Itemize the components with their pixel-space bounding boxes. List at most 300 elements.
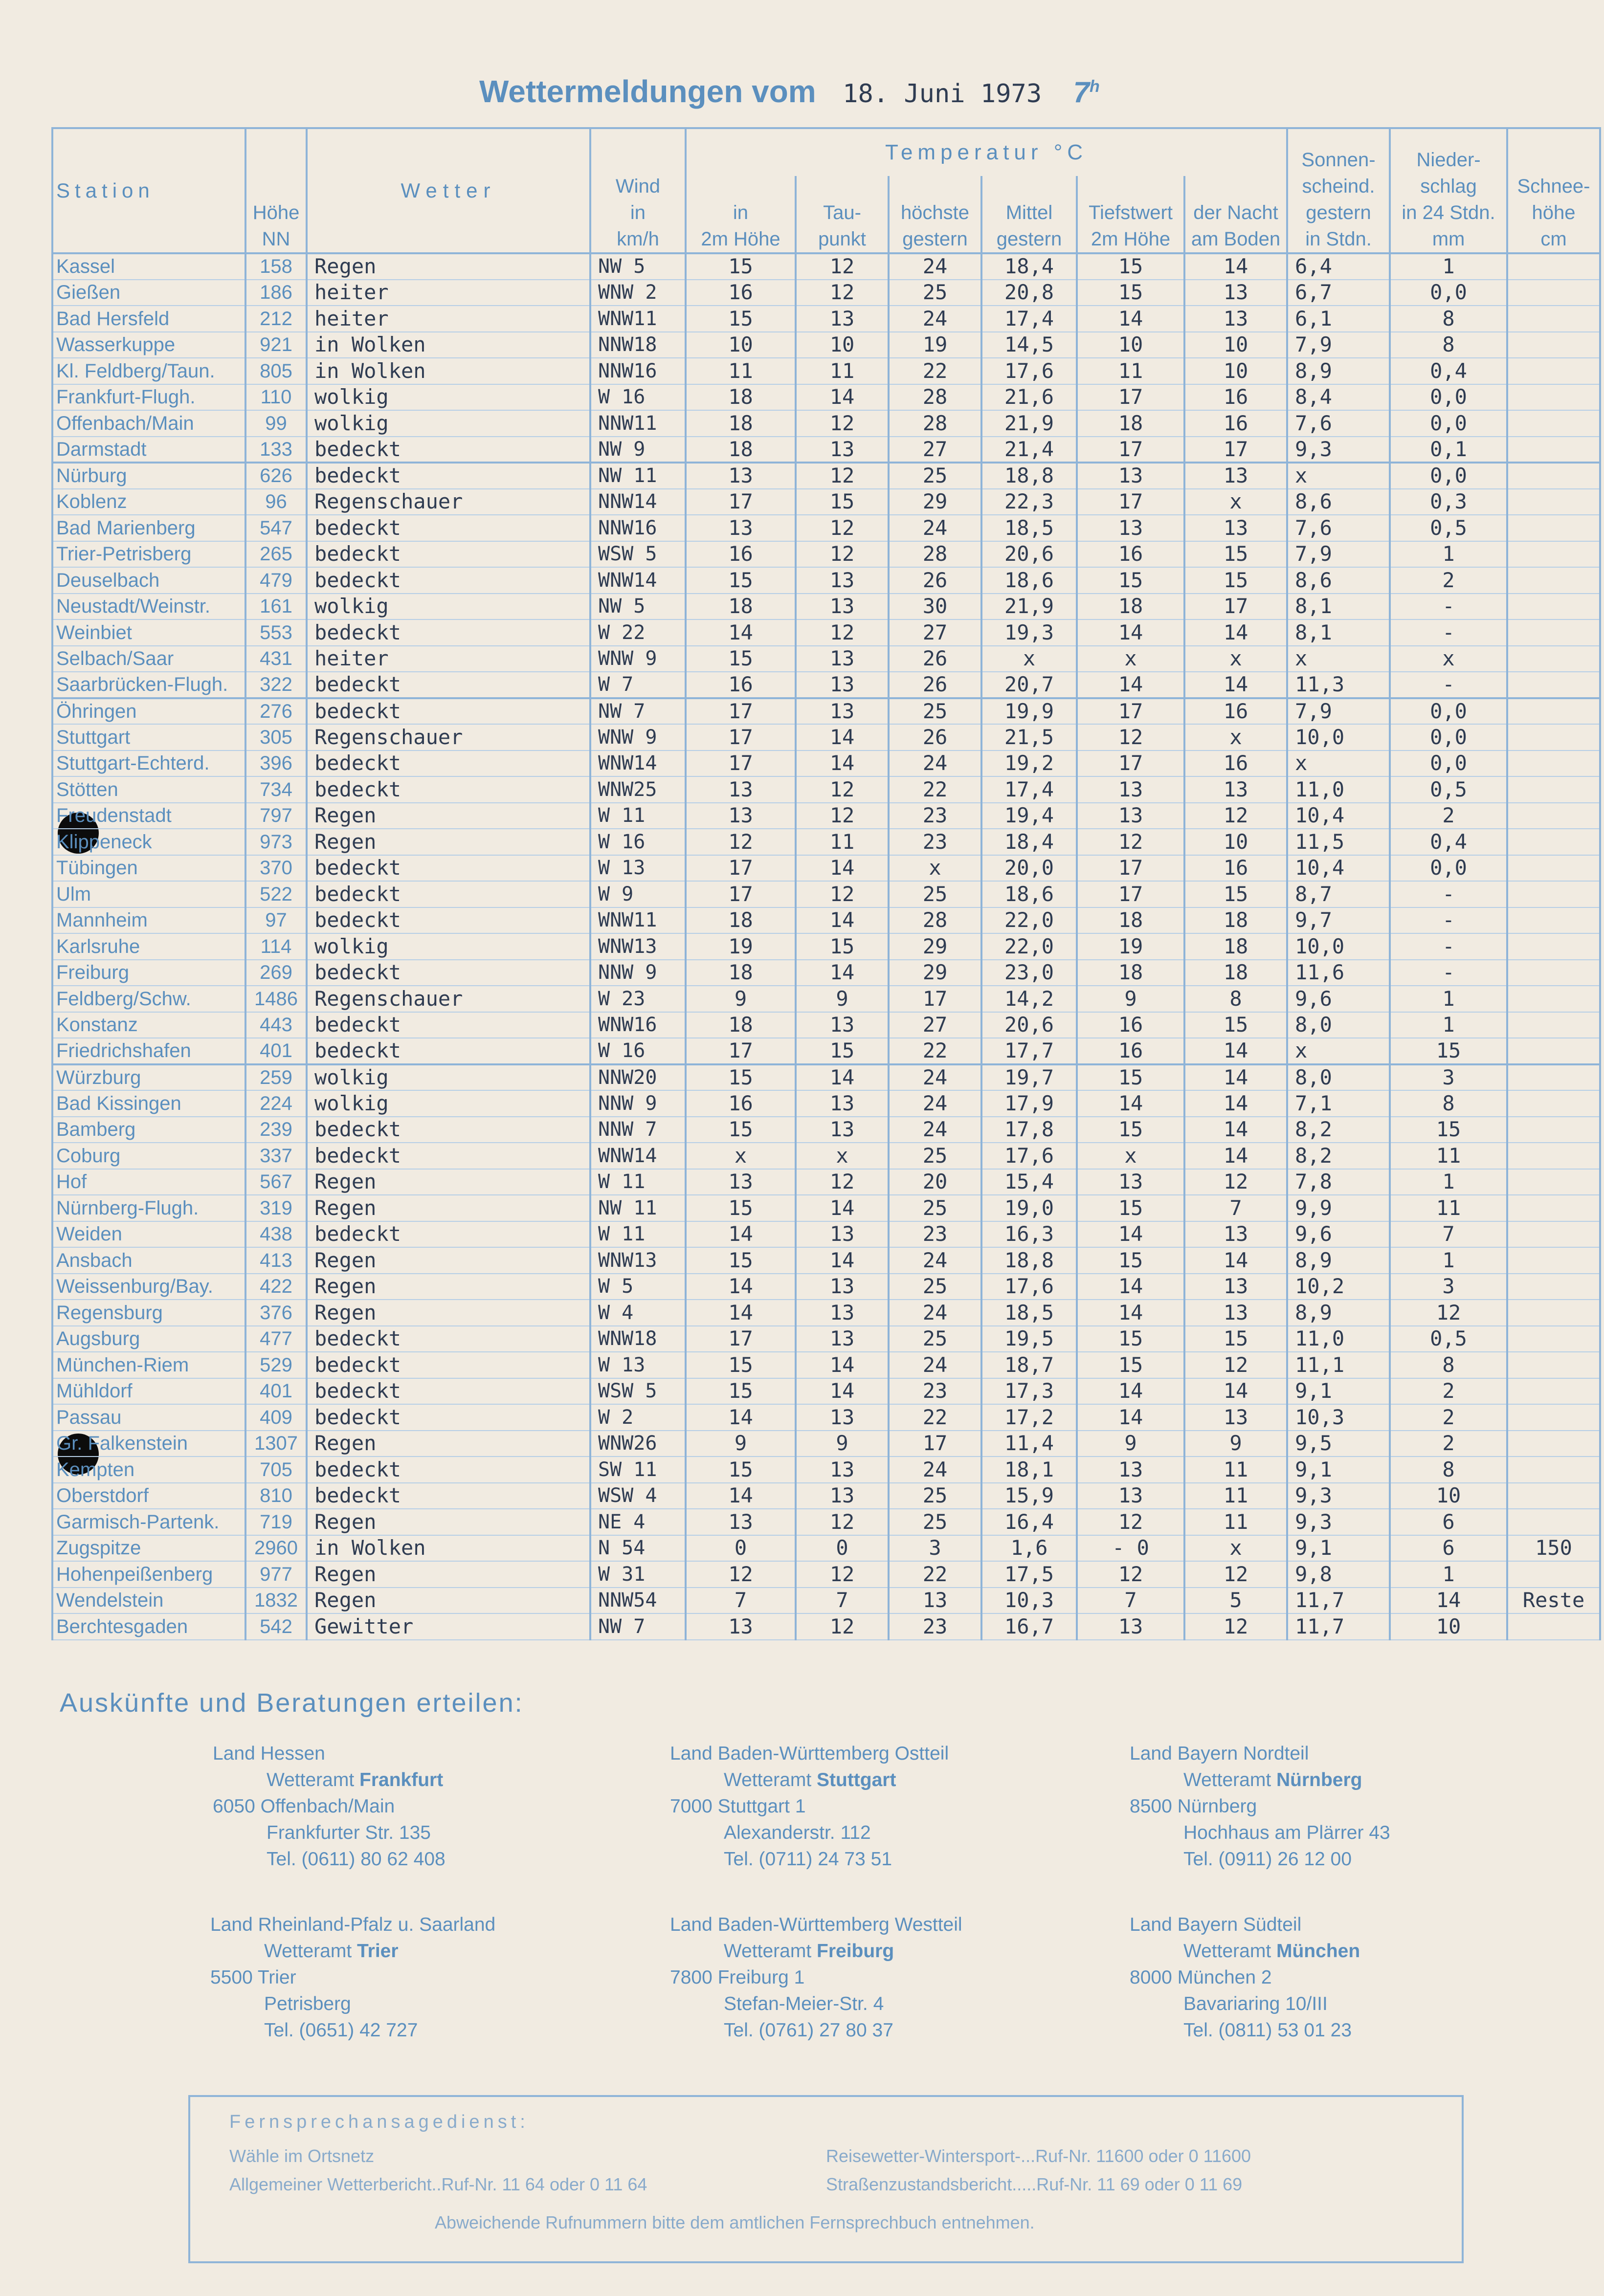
tiefst-temp-cell: 19: [1077, 933, 1184, 960]
header-station: Station: [52, 128, 245, 253]
nacht-boden-cell: 14: [1184, 1378, 1287, 1405]
max-temp-cell: 22: [889, 1561, 981, 1588]
hoehe-cell: 370: [245, 855, 307, 882]
temp-2m-cell: 18: [686, 1012, 796, 1038]
taupunkt-cell: 11: [796, 358, 889, 384]
taupunkt-cell: 12: [796, 280, 889, 306]
header-sonne: [1287, 128, 1390, 253]
nacht-boden-cell: 15: [1184, 881, 1287, 907]
temp-2m-cell: 12: [686, 829, 796, 855]
max-temp-cell: 24: [889, 1300, 981, 1326]
sonne-cell: 9,9: [1287, 1195, 1390, 1221]
sonne-cell: 6,4: [1287, 253, 1390, 280]
wetter-cell: heiter: [307, 646, 590, 672]
niederschlag-cell: 2: [1390, 567, 1507, 594]
station-cell: Stuttgart-Echterd.: [52, 751, 245, 777]
max-temp-cell: 23: [889, 803, 981, 829]
hoehe-cell: 401: [245, 1378, 307, 1405]
taupunkt-cell: 12: [796, 515, 889, 541]
wind-cell: NW 7: [590, 698, 686, 725]
mittel-temp-cell: 20,7: [981, 672, 1077, 698]
wetter-cell: bedeckt: [307, 672, 590, 698]
table-row: [52, 986, 1600, 1012]
hoehe-cell: 2960: [245, 1535, 307, 1562]
tiefst-temp-cell: x: [1077, 646, 1184, 672]
max-temp-cell: 13: [889, 1588, 981, 1614]
taupunkt-cell: 14: [796, 1378, 889, 1405]
taupunkt-cell: 13: [796, 1457, 889, 1483]
mittel-temp-cell: 14,2: [981, 986, 1077, 1012]
nacht-boden-cell: 14: [1184, 253, 1287, 280]
header-taupunkt-1: Tau-: [823, 202, 861, 223]
header-nieder-1: Nieder-: [1416, 149, 1481, 171]
sonne-cell: 6,1: [1287, 306, 1390, 332]
niederschlag-cell: 2: [1390, 1404, 1507, 1431]
header-sonne-2: scheind.: [1302, 176, 1375, 197]
nacht-boden-cell: 12: [1184, 1561, 1287, 1588]
max-temp-cell: 17: [889, 1431, 981, 1457]
hoehe-cell: 438: [245, 1221, 307, 1248]
hoehe-cell: 734: [245, 776, 307, 803]
niederschlag-cell: 0,0: [1390, 855, 1507, 882]
taupunkt-cell: 13: [796, 567, 889, 594]
schnee-cell: [1507, 1431, 1600, 1457]
nacht-boden-cell: 17: [1184, 437, 1287, 463]
office-block: [670, 1912, 962, 2044]
hoehe-cell: 431: [245, 646, 307, 672]
table-row: [52, 960, 1600, 986]
niederschlag-cell: 0,0: [1390, 751, 1507, 777]
mittel-temp-cell: 17,2: [981, 1404, 1077, 1431]
wind-cell: W 13: [590, 855, 686, 882]
tiefst-temp-cell: 17: [1077, 698, 1184, 725]
max-temp-cell: 26: [889, 567, 981, 594]
table-row: [52, 306, 1600, 332]
wetter-cell: wolkig: [307, 933, 590, 960]
temp-2m-cell: x: [686, 1143, 796, 1169]
max-temp-cell: 26: [889, 672, 981, 698]
niederschlag-cell: 8: [1390, 1090, 1507, 1117]
wind-cell: N 54: [590, 1535, 686, 1562]
office-street: Hochhaus am Plärrer 43: [1183, 1822, 1390, 1843]
nacht-boden-cell: 15: [1184, 541, 1287, 568]
schnee-cell: [1507, 384, 1600, 411]
wind-cell: NW 5: [590, 594, 686, 620]
tiefst-temp-cell: 14: [1077, 672, 1184, 698]
station-cell: Koblenz: [52, 489, 245, 515]
tiefst-temp-cell: 15: [1077, 1195, 1184, 1221]
tiefst-temp-cell: 16: [1077, 541, 1184, 568]
station-cell: Kassel: [52, 253, 245, 280]
sonne-cell: 8,1: [1287, 619, 1390, 646]
tiefst-temp-cell: - 0: [1077, 1535, 1184, 1562]
mittel-temp-cell: 16,7: [981, 1613, 1077, 1640]
sonne-cell: 10,0: [1287, 724, 1390, 751]
wind-cell: W 11: [590, 803, 686, 829]
wind-cell: W 2: [590, 1404, 686, 1431]
station-cell: Freiburg: [52, 960, 245, 986]
schnee-cell: [1507, 803, 1600, 829]
wetter-cell: Regen: [307, 1247, 590, 1274]
niederschlag-cell: 11: [1390, 1143, 1507, 1169]
station-cell: Würzburg: [52, 1064, 245, 1091]
office-tel: Tel. (0711) 24 73 51: [724, 1849, 892, 1870]
nacht-boden-cell: 7: [1184, 1195, 1287, 1221]
taupunkt-cell: 12: [796, 410, 889, 437]
wind-cell: NW 9: [590, 437, 686, 463]
station-cell: Saarbrücken-Flugh.: [52, 672, 245, 698]
header-temperatur: Temperatur °C: [686, 128, 1287, 176]
wind-cell: WNW13: [590, 1247, 686, 1274]
tiefst-temp-cell: 12: [1077, 724, 1184, 751]
header-mittel: [981, 176, 1077, 253]
max-temp-cell: 3: [889, 1535, 981, 1562]
taupunkt-cell: 13: [796, 1326, 889, 1352]
taupunkt-cell: 13: [796, 1404, 889, 1431]
table-row: [52, 1378, 1600, 1405]
niederschlag-cell: 15: [1390, 1117, 1507, 1143]
nacht-boden-cell: 16: [1184, 855, 1287, 882]
phone-line3: Reisewetter-Wintersport-...Ruf-Nr. 11600 oder 0 11600: [826, 2146, 1251, 2166]
phone-line4: Straßenzustandsbericht.....Ruf-Nr. 11 69 oder 0 11 69: [826, 2174, 1243, 2194]
mittel-temp-cell: 21,4: [981, 437, 1077, 463]
tiefst-temp-cell: 16: [1077, 1012, 1184, 1038]
temp-2m-cell: 17: [686, 855, 796, 882]
table-row: [52, 1221, 1600, 1248]
station-cell: Frankfurt-Flugh.: [52, 384, 245, 411]
taupunkt-cell: 13: [796, 646, 889, 672]
temp-2m-cell: 13: [686, 776, 796, 803]
hoehe-cell: 1486: [245, 986, 307, 1012]
table-row: [52, 1588, 1600, 1614]
office-tel: Tel. (0811) 53 01 23: [1183, 2020, 1352, 2041]
nacht-boden-cell: 9: [1184, 1431, 1287, 1457]
table-row: [52, 1247, 1600, 1274]
niederschlag-cell: 1: [1390, 986, 1507, 1012]
wind-cell: WNW26: [590, 1431, 686, 1457]
max-temp-cell: 22: [889, 358, 981, 384]
tiefst-temp-cell: 14: [1077, 1221, 1184, 1248]
mittel-temp-cell: 22,3: [981, 489, 1077, 515]
tiefst-temp-cell: 12: [1077, 1509, 1184, 1535]
taupunkt-cell: 15: [796, 489, 889, 515]
table-row: [52, 646, 1600, 672]
office-plz-city: 7000 Stuttgart 1: [670, 1796, 806, 1817]
station-cell: Weinbiet: [52, 619, 245, 646]
schnee-cell: [1507, 1509, 1600, 1535]
max-temp-cell: 28: [889, 410, 981, 437]
station-cell: Freudenstadt: [52, 803, 245, 829]
tiefst-temp-cell: 15: [1077, 1326, 1184, 1352]
station-cell: Nürburg: [52, 463, 245, 489]
schnee-cell: [1507, 1326, 1600, 1352]
mittel-temp-cell: 17,4: [981, 306, 1077, 332]
sonne-cell: 9,3: [1287, 437, 1390, 463]
table-row: [52, 803, 1600, 829]
temp-2m-cell: 15: [686, 1457, 796, 1483]
mittel-temp-cell: 21,5: [981, 724, 1077, 751]
nacht-boden-cell: x: [1184, 646, 1287, 672]
taupunkt-cell: 13: [796, 1012, 889, 1038]
wetter-cell: bedeckt: [307, 881, 590, 907]
niederschlag-cell: 15: [1390, 1038, 1507, 1064]
tiefst-temp-cell: 17: [1077, 855, 1184, 882]
hoehe-cell: 376: [245, 1300, 307, 1326]
table-row: [52, 933, 1600, 960]
sonne-cell: 11,3: [1287, 672, 1390, 698]
max-temp-cell: 28: [889, 541, 981, 568]
station-cell: Passau: [52, 1404, 245, 1431]
wetter-cell: bedeckt: [307, 751, 590, 777]
sonne-cell: 9,5: [1287, 1431, 1390, 1457]
temp-2m-cell: 13: [686, 515, 796, 541]
wind-cell: W 13: [590, 1352, 686, 1378]
taupunkt-cell: 13: [796, 306, 889, 332]
temp-2m-cell: 10: [686, 332, 796, 358]
sonne-cell: 10,2: [1287, 1274, 1390, 1300]
wind-cell: WNW16: [590, 1012, 686, 1038]
mittel-temp-cell: 18,5: [981, 515, 1077, 541]
max-temp-cell: 24: [889, 1247, 981, 1274]
hoehe-cell: 133: [245, 437, 307, 463]
station-cell: Karlsruhe: [52, 933, 245, 960]
station-cell: Ulm: [52, 881, 245, 907]
wetter-cell: Regen: [307, 1509, 590, 1535]
temp-2m-cell: 18: [686, 384, 796, 411]
table-row: [52, 1561, 1600, 1588]
wind-cell: W 5: [590, 1274, 686, 1300]
schnee-cell: [1507, 1038, 1600, 1064]
sonne-cell: 11,6: [1287, 960, 1390, 986]
niederschlag-cell: 8: [1390, 306, 1507, 332]
sonne-cell: 10,3: [1287, 1404, 1390, 1431]
wetter-cell: bedeckt: [307, 776, 590, 803]
niederschlag-cell: 8: [1390, 1457, 1507, 1483]
table-row: [52, 1326, 1600, 1352]
title-time: [1073, 76, 1100, 109]
wetter-cell: bedeckt: [307, 698, 590, 725]
wetter-cell: wolkig: [307, 594, 590, 620]
office-street: Bavariaring 10/III: [1183, 1993, 1328, 2014]
wind-cell: SW 11: [590, 1457, 686, 1483]
niederschlag-cell: 12: [1390, 1300, 1507, 1326]
mittel-temp-cell: 17,5: [981, 1561, 1077, 1588]
tiefst-temp-cell: 14: [1077, 1300, 1184, 1326]
temp-2m-cell: 15: [686, 567, 796, 594]
max-temp-cell: 26: [889, 724, 981, 751]
table-row: [52, 1483, 1600, 1509]
taupunkt-cell: 0: [796, 1535, 889, 1562]
taupunkt-cell: 13: [796, 1483, 889, 1509]
station-cell: Zugspitze: [52, 1535, 245, 1562]
office-tel: Tel. (0611) 80 62 408: [267, 1849, 446, 1870]
mittel-temp-cell: 11,4: [981, 1431, 1077, 1457]
niederschlag-cell: 0,0: [1390, 280, 1507, 306]
mittel-temp-cell: 16,4: [981, 1509, 1077, 1535]
temp-2m-cell: 17: [686, 724, 796, 751]
header-wind-3: km/h: [617, 228, 659, 250]
table-row: [52, 1038, 1600, 1064]
taupunkt-cell: 12: [796, 803, 889, 829]
nacht-boden-cell: 10: [1184, 358, 1287, 384]
hoehe-cell: 542: [245, 1613, 307, 1640]
nacht-boden-cell: 15: [1184, 1012, 1287, 1038]
station-cell: Coburg: [52, 1143, 245, 1169]
sonne-cell: 9,6: [1287, 986, 1390, 1012]
tiefst-temp-cell: 14: [1077, 1378, 1184, 1405]
nacht-boden-cell: 11: [1184, 1457, 1287, 1483]
temp-2m-cell: 11: [686, 358, 796, 384]
tiefst-temp-cell: 15: [1077, 1064, 1184, 1091]
schnee-cell: [1507, 1221, 1600, 1248]
nacht-boden-cell: 13: [1184, 280, 1287, 306]
taupunkt-cell: 14: [796, 1195, 889, 1221]
station-cell: Darmstadt: [52, 437, 245, 463]
office-tel: Tel. (0911) 26 12 00: [1183, 1849, 1352, 1870]
schnee-cell: [1507, 489, 1600, 515]
station-cell: Bad Marienberg: [52, 515, 245, 541]
taupunkt-cell: 13: [796, 594, 889, 620]
station-cell: Gießen: [52, 280, 245, 306]
hoehe-cell: 224: [245, 1090, 307, 1117]
hoehe-cell: 114: [245, 933, 307, 960]
station-cell: Oberstdorf: [52, 1483, 245, 1509]
office-plz-city: 7800 Freiburg 1: [670, 1967, 805, 1988]
max-temp-cell: 23: [889, 1221, 981, 1248]
sonne-cell: 8,9: [1287, 358, 1390, 384]
station-cell: Bad Hersfeld: [52, 306, 245, 332]
nacht-boden-cell: 13: [1184, 1300, 1287, 1326]
mittel-temp-cell: 17,9: [981, 1090, 1077, 1117]
office-plz-city: 6050 Offenbach/Main: [213, 1796, 395, 1817]
hoehe-cell: 401: [245, 1038, 307, 1064]
wetter-cell: bedeckt: [307, 1117, 590, 1143]
temp-2m-cell: 15: [686, 1247, 796, 1274]
mittel-temp-cell: 10,3: [981, 1588, 1077, 1614]
temp-2m-cell: 16: [686, 280, 796, 306]
tiefst-temp-cell: 10: [1077, 332, 1184, 358]
wind-cell: W 16: [590, 1038, 686, 1064]
wetter-cell: Regenschauer: [307, 489, 590, 515]
hoehe-cell: 547: [245, 515, 307, 541]
schnee-cell: [1507, 1404, 1600, 1431]
header-wetter: Wetter: [307, 128, 590, 253]
schnee-cell: [1507, 646, 1600, 672]
nacht-boden-cell: 15: [1184, 567, 1287, 594]
wetter-cell: bedeckt: [307, 1457, 590, 1483]
tiefst-temp-cell: 13: [1077, 1457, 1184, 1483]
mittel-temp-cell: 19,4: [981, 803, 1077, 829]
hoehe-cell: 705: [245, 1457, 307, 1483]
niederschlag-cell: 1: [1390, 541, 1507, 568]
tiefst-temp-cell: 17: [1077, 489, 1184, 515]
max-temp-cell: 25: [889, 698, 981, 725]
taupunkt-cell: 13: [796, 437, 889, 463]
niederschlag-cell: 0,0: [1390, 384, 1507, 411]
table-row: [52, 1613, 1600, 1640]
station-cell: Klippeneck: [52, 829, 245, 855]
taupunkt-cell: 12: [796, 619, 889, 646]
wetter-cell: bedeckt: [307, 1378, 590, 1405]
niederschlag-cell: 0,4: [1390, 358, 1507, 384]
max-temp-cell: 27: [889, 619, 981, 646]
temp-2m-cell: 9: [686, 1431, 796, 1457]
office-amt: [670, 1767, 949, 1793]
max-temp-cell: 22: [889, 1404, 981, 1431]
table-row: [52, 829, 1600, 855]
header-hoechste: [889, 176, 981, 253]
tiefst-temp-cell: 13: [1077, 1169, 1184, 1195]
table-row: [52, 332, 1600, 358]
table-row: [52, 1352, 1600, 1378]
office-region: Land Bayern Südteil: [1130, 1914, 1302, 1935]
tiefst-temp-cell: 17: [1077, 384, 1184, 411]
nacht-boden-cell: 16: [1184, 751, 1287, 777]
schnee-cell: [1507, 1274, 1600, 1300]
temp-2m-cell: 16: [686, 1090, 796, 1117]
max-temp-cell: 24: [889, 515, 981, 541]
table-row: [52, 1195, 1600, 1221]
schnee-cell: [1507, 1169, 1600, 1195]
mittel-temp-cell: 18,4: [981, 253, 1077, 280]
max-temp-cell: 25: [889, 1509, 981, 1535]
station-cell: Bamberg: [52, 1117, 245, 1143]
wetter-cell: Regen: [307, 1300, 590, 1326]
wetter-cell: bedeckt: [307, 515, 590, 541]
niederschlag-cell: 2: [1390, 1378, 1507, 1405]
office-region: Land Baden-Württemberg Westteil: [670, 1914, 962, 1935]
table-row: [52, 594, 1600, 620]
sonne-cell: 9,6: [1287, 1221, 1390, 1248]
taupunkt-cell: 7: [796, 1588, 889, 1614]
office-region: Land Baden-Württemberg Ostteil: [670, 1743, 949, 1764]
max-temp-cell: 27: [889, 1012, 981, 1038]
office-street: Petrisberg: [264, 1993, 351, 2014]
station-cell: Augsburg: [52, 1326, 245, 1352]
taupunkt-cell: 12: [796, 463, 889, 489]
tiefst-temp-cell: 13: [1077, 463, 1184, 489]
niederschlag-cell: -: [1390, 960, 1507, 986]
niederschlag-cell: 0,4: [1390, 829, 1507, 855]
niederschlag-cell: 0,0: [1390, 724, 1507, 751]
office-amt: [1130, 1938, 1360, 1965]
schnee-cell: [1507, 698, 1600, 725]
wetter-cell: bedeckt: [307, 437, 590, 463]
office-amt: [210, 1938, 495, 1965]
schnee-cell: [1507, 437, 1600, 463]
taupunkt-cell: 13: [796, 1300, 889, 1326]
max-temp-cell: 24: [889, 1352, 981, 1378]
wind-cell: NNW11: [590, 410, 686, 437]
max-temp-cell: 25: [889, 881, 981, 907]
office-city: Stuttgart: [817, 1769, 896, 1790]
mittel-temp-cell: 1,6: [981, 1535, 1077, 1562]
wetter-cell: bedeckt: [307, 1352, 590, 1378]
niederschlag-cell: -: [1390, 907, 1507, 934]
station-cell: Öhringen: [52, 698, 245, 725]
wind-cell: WSW 5: [590, 1378, 686, 1405]
max-temp-cell: 26: [889, 646, 981, 672]
office-amt: [1130, 1767, 1390, 1793]
station-cell: Nürnberg-Flugh.: [52, 1195, 245, 1221]
wetter-cell: Regen: [307, 1431, 590, 1457]
table-row: [52, 776, 1600, 803]
header-hoehe-1: Höhe: [252, 202, 300, 223]
temp-2m-cell: 17: [686, 1038, 796, 1064]
schnee-cell: [1507, 724, 1600, 751]
taupunkt-cell: 12: [796, 1613, 889, 1640]
hoehe-cell: 1307: [245, 1431, 307, 1457]
